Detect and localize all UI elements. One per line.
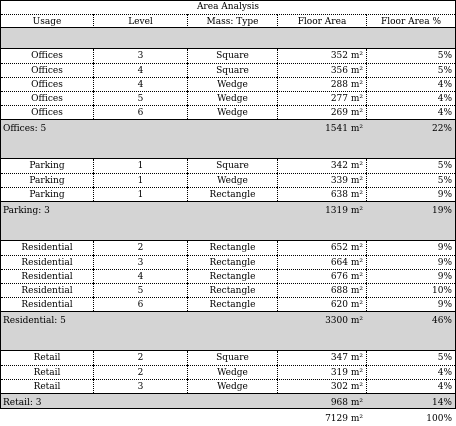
subtotal-label: Offices: 5 <box>3 124 47 134</box>
cell-floor-area-pct[interactable]: 4% <box>366 105 455 119</box>
header-usage[interactable]: Usage <box>1 14 93 28</box>
table-row[interactable] <box>1 365 455 379</box>
table-row[interactable] <box>1 351 455 365</box>
cell-level[interactable]: 4 <box>93 269 187 283</box>
cell-floor-area[interactable]: 638 m² <box>277 187 366 201</box>
cell-mass-type[interactable]: Square <box>187 63 277 77</box>
cell-floor-area[interactable]: 339 m² <box>277 173 366 187</box>
header-mass-type[interactable]: Mass: Type <box>187 14 277 28</box>
group-rows <box>1 158 455 202</box>
cell-floor-area[interactable]: 352 m² <box>277 49 366 63</box>
cell-mass-type[interactable]: Wedge <box>187 173 277 187</box>
subtotal-label: Parking: 3 <box>3 206 50 216</box>
cell-usage[interactable]: Parking <box>1 173 93 187</box>
cell-usage[interactable]: Residential <box>1 255 93 269</box>
table-row[interactable] <box>1 379 455 393</box>
cell-floor-area-pct[interactable]: 9% <box>366 255 455 269</box>
cell-floor-area[interactable]: 277 m² <box>277 91 366 105</box>
header-level[interactable]: Level <box>93 14 187 28</box>
grand-total-pct: 100% <box>426 414 452 424</box>
cell-floor-area-pct[interactable]: 5% <box>366 173 455 187</box>
cell-level[interactable]: 2 <box>93 365 187 379</box>
cell-level[interactable]: 3 <box>93 255 187 269</box>
table-row[interactable] <box>1 63 455 77</box>
cell-level[interactable]: 2 <box>93 351 187 365</box>
cell-usage[interactable]: Offices <box>1 105 93 119</box>
cell-usage[interactable]: Residential <box>1 269 93 283</box>
grand-total-spacer <box>1 412 277 426</box>
cell-usage[interactable]: Offices <box>1 91 93 105</box>
group-spacer <box>1 330 455 350</box>
subtotal-pct: 46% <box>431 316 452 326</box>
table-row[interactable] <box>1 77 455 91</box>
group-rows <box>1 48 455 120</box>
subtotal-area: 1319 m² <box>325 206 363 216</box>
cell-usage[interactable]: Retail <box>1 365 93 379</box>
cell-floor-area[interactable]: 652 m² <box>277 241 366 255</box>
cell-floor-area[interactable]: 342 m² <box>277 159 366 173</box>
cell-floor-area-pct[interactable]: 4% <box>366 91 455 105</box>
table-row[interactable] <box>1 255 455 269</box>
cell-usage[interactable]: Offices <box>1 63 93 77</box>
subtotal-area: 1541 m² <box>325 124 363 134</box>
cell-mass-type[interactable]: Square <box>187 351 277 365</box>
table-row[interactable] <box>1 297 455 311</box>
group-rows <box>1 240 455 312</box>
subtotal-row <box>1 312 455 330</box>
header-floor-area-pct[interactable]: Floor Area % <box>366 14 455 28</box>
cell-level[interactable]: 4 <box>93 63 187 77</box>
grand-total-row <box>1 412 455 426</box>
cell-usage[interactable]: Offices <box>31 51 63 61</box>
cell-usage[interactable]: Residential <box>1 283 93 297</box>
cell-level[interactable]: 1 <box>93 159 187 173</box>
cell-usage[interactable]: Retail <box>1 379 93 393</box>
subtotal-label: Retail: 3 <box>3 398 42 408</box>
table-row[interactable] <box>1 283 455 297</box>
cell-floor-area-pct[interactable]: 4% <box>366 77 455 91</box>
cell-mass-type[interactable]: Rectangle <box>187 269 277 283</box>
cell-floor-area[interactable]: 302 m² <box>277 379 366 393</box>
table-row[interactable] <box>1 49 455 63</box>
cell-mass-type[interactable]: Wedge <box>187 365 277 379</box>
table-row[interactable] <box>1 241 455 255</box>
cell-mass-type[interactable]: Wedge <box>187 379 277 393</box>
subtotal-pct: 14% <box>431 398 452 408</box>
cell-floor-area[interactable]: 356 m² <box>277 63 366 77</box>
header-row <box>1 14 455 28</box>
cell-floor-area-pct[interactable]: 4% <box>366 365 455 379</box>
cell-floor-area-pct[interactable]: 9% <box>366 187 455 201</box>
cell-mass-type[interactable]: Rectangle <box>187 283 277 297</box>
cell-mass-type[interactable]: Rectangle <box>187 297 277 311</box>
schedule-body <box>1 28 455 412</box>
cell-level[interactable]: 3 <box>93 379 187 393</box>
cell-usage[interactable]: Residential <box>21 243 73 253</box>
subtotal-area: 3300 m² <box>325 316 363 326</box>
cell-level[interactable]: 5 <box>93 91 187 105</box>
cell-floor-area-pct[interactable]: 5% <box>366 49 455 63</box>
cell-level[interactable]: 6 <box>93 105 187 119</box>
subtotal-pct: 19% <box>431 206 452 216</box>
cell-usage[interactable]: Offices <box>1 77 93 91</box>
table-row[interactable] <box>1 173 455 187</box>
group-spacer <box>1 138 455 158</box>
cell-mass-type[interactable]: Wedge <box>187 77 277 91</box>
table-row[interactable] <box>1 91 455 105</box>
cell-floor-area-pct[interactable]: 9% <box>366 297 455 311</box>
cell-level[interactable]: 1 <box>93 187 187 201</box>
schedule-title: Area Analysis <box>1 1 455 14</box>
header-floor-area[interactable]: Floor Area <box>277 14 366 28</box>
cell-floor-area[interactable]: 269 m² <box>277 105 366 119</box>
cell-usage[interactable]: Residential <box>1 297 93 311</box>
cell-floor-area[interactable]: 664 m² <box>277 255 366 269</box>
subtotal-label: Residential: 5 <box>3 316 66 326</box>
grand-total-area: 7129 m² <box>325 414 363 424</box>
group-rows <box>1 350 455 394</box>
cell-floor-area-pct[interactable]: 10% <box>366 283 455 297</box>
cell-floor-area[interactable]: 620 m² <box>277 297 366 311</box>
cell-mass-type[interactable]: Rectangle <box>187 187 277 201</box>
table-row[interactable] <box>1 269 455 283</box>
cell-floor-area-pct[interactable]: 9% <box>366 269 455 283</box>
subtotal-row <box>1 120 455 138</box>
cell-mass-type[interactable]: Square <box>187 159 277 173</box>
table-row[interactable] <box>1 159 455 173</box>
cell-mass-type[interactable]: Rectangle <box>187 241 277 255</box>
cell-floor-area-pct[interactable]: 5% <box>366 63 455 77</box>
cell-floor-area[interactable]: 347 m² <box>277 351 366 365</box>
cell-mass-type[interactable]: Wedge <box>187 91 277 105</box>
cell-usage[interactable]: Parking <box>29 161 65 171</box>
cell-level[interactable]: 4 <box>93 77 187 91</box>
cell-level[interactable]: 2 <box>93 241 187 255</box>
group-spacer <box>1 220 455 240</box>
cell-floor-area-pct[interactable]: 5% <box>366 351 455 365</box>
cell-mass-type[interactable]: Square <box>187 49 277 63</box>
cell-floor-area[interactable]: 319 m² <box>277 365 366 379</box>
subtotal-area: 968 m² <box>330 398 363 408</box>
subtotal-row <box>1 202 455 220</box>
cell-floor-area[interactable]: 688 m² <box>277 283 366 297</box>
cell-level[interactable]: 1 <box>93 173 187 187</box>
cell-level[interactable]: 3 <box>93 49 187 63</box>
cell-floor-area-pct[interactable]: 9% <box>366 241 455 255</box>
group-spacer <box>1 28 455 48</box>
cell-floor-area-pct[interactable]: 5% <box>366 159 455 173</box>
cell-level[interactable]: 5 <box>93 283 187 297</box>
cell-usage[interactable]: Retail <box>33 353 61 363</box>
cell-level[interactable]: 6 <box>93 297 187 311</box>
cell-floor-area[interactable]: 288 m² <box>277 77 366 91</box>
cell-mass-type[interactable]: Wedge <box>187 105 277 119</box>
table-row[interactable] <box>1 105 455 119</box>
subtotal-pct: 22% <box>431 124 452 134</box>
cell-usage[interactable]: Parking <box>1 187 93 201</box>
table-row[interactable] <box>1 187 455 201</box>
cell-floor-area[interactable]: 676 m² <box>277 269 366 283</box>
cell-mass-type[interactable]: Rectangle <box>187 255 277 269</box>
cell-floor-area-pct[interactable]: 4% <box>366 379 455 393</box>
subtotal-row <box>1 394 455 412</box>
